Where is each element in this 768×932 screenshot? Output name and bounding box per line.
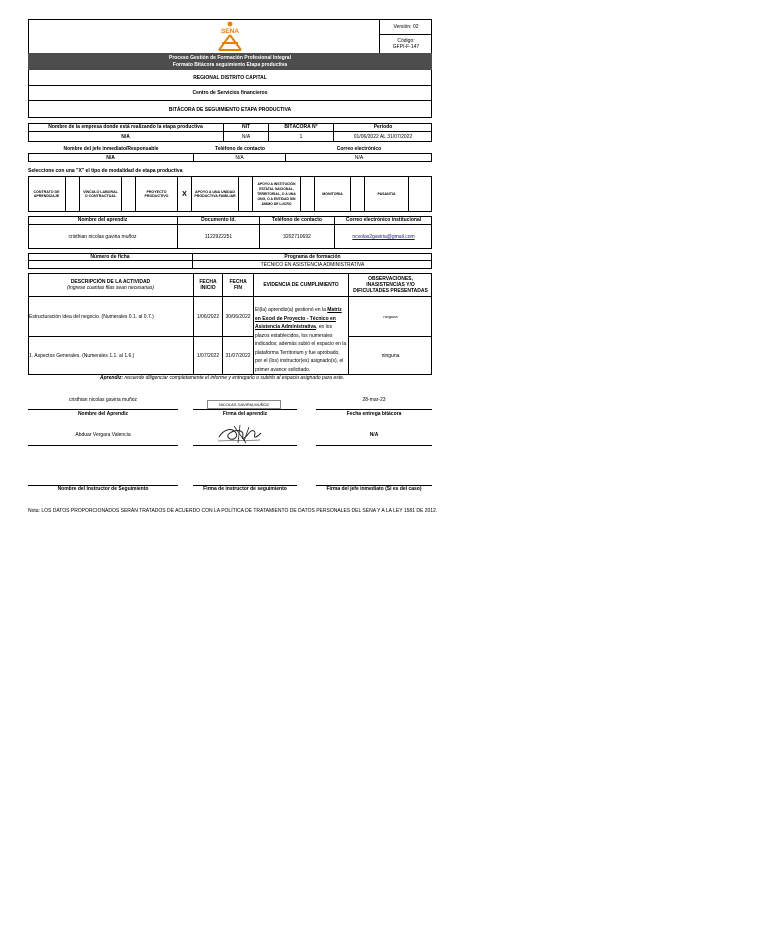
activity-desc-cell-2: 1. Aspectos Generales. (Numerales 1.1. al 1.6.) xyxy=(28,337,194,375)
reminder-text: recuerde diligenciar completamente el informe y entregarlo o subirlo al espacio asignado para este. xyxy=(123,375,345,381)
ficha-label: Número de ficha xyxy=(28,253,193,261)
program-label: Programa de formación xyxy=(193,253,432,261)
modality-box-familiar[interactable] xyxy=(239,176,253,212)
apprentice-sign-caption: Firma del aprendiz xyxy=(222,411,268,417)
boss-email-value: N/A xyxy=(354,154,364,161)
activity-obs-cell-1: ninguna xyxy=(349,297,432,337)
modality-box-pasantia[interactable] xyxy=(409,176,432,212)
boss-phone-value: N/A xyxy=(194,153,286,162)
activity-obs-header: OBSERVACIONES, INASISTENCIAS Y/O DIFICULTADES PRESENTADAS xyxy=(349,273,432,297)
logo-area xyxy=(28,19,380,53)
instructor-signature-icon xyxy=(216,423,262,445)
process-band xyxy=(28,53,432,70)
activity-start-cell-1: 1/06/2022 xyxy=(194,297,223,337)
modality-box-proyecto[interactable]: X xyxy=(178,176,192,212)
activity-desc-header xyxy=(28,273,194,297)
delivery-date-caption: Fecha entrega bitácora xyxy=(346,411,402,417)
doc-title-row: BITÁCORA DE SEGUIMIENTO ETAPA PRODUCTIVA xyxy=(168,106,292,113)
instructor-name-caption: Nombre del Instructor de Seguimiento xyxy=(57,486,149,492)
reminder-label: Aprendiz: xyxy=(100,375,124,381)
boss-name-value: N/A xyxy=(28,153,194,162)
company-name-label: Nombre de la empresa donde está realizando la etapa productiva xyxy=(28,123,224,132)
activity-evidence-cell xyxy=(254,297,349,375)
modality-box-monitoria[interactable] xyxy=(351,176,365,212)
instructor-name-line-top xyxy=(28,445,178,446)
modality-option-vinculo: VÍNCULO LABORAL O CONTRACTUAL xyxy=(80,176,122,212)
version-cell: Versión: 02 xyxy=(380,19,432,35)
boss-sign-caption: Firma del jefe inmediato (Si es del caso) xyxy=(326,486,422,492)
modality-prompt: Seleccione con una "X" el tipo de modalidad de etapa productiva xyxy=(28,168,183,174)
evidence-text-a: El(la) aprendiz(a) gestionó en la xyxy=(255,307,328,313)
activity-end-cell-2: 31/07/2022 xyxy=(223,337,254,375)
center-row: Centro de Servicios financieros xyxy=(28,86,432,101)
activity-evidence-header: EVIDENCIA DE CUMPLIMIENTO xyxy=(254,273,349,297)
instructor-sign-caption: Firma de instructor de seguimiento xyxy=(203,486,287,492)
modality-option-proyecto: PROYECTO PRODUCTIVO xyxy=(136,176,178,212)
nit-label: NIT xyxy=(224,123,269,132)
format-title: Formato Bitácora seguimiento Etapa productiva xyxy=(172,61,288,68)
modality-option-pasantia: PASANTIA xyxy=(365,176,409,212)
code-label: Código: xyxy=(397,38,415,44)
apprentice-doc-label: Documento Id. xyxy=(178,216,260,225)
activity-obs-cell-2: ninguna xyxy=(381,353,400,359)
activity-desc-cell-1: Estructuración idea del negocio. (Numerales 0.1. al 0.7.) xyxy=(28,297,194,337)
apprentice-name-label: Nombre del aprendiz xyxy=(28,216,178,225)
apprentice-phone-label: Teléfono de contacto xyxy=(260,216,335,225)
program-value: TÉCNICO EN ASISTENCIA ADMINISTRATIVA xyxy=(260,262,365,268)
apprentice-doc-value: 1122922251 xyxy=(178,225,260,249)
apprentice-name-value: cristhian nicolas gaviria muñoz xyxy=(28,225,178,249)
boss-email-label: Correo electrónico xyxy=(336,146,382,152)
modality-box-contrato[interactable] xyxy=(66,176,80,212)
instructor-sign-line-top xyxy=(193,445,297,446)
apprentice-signature-box: NICOLAS GAVIRIA MUÑOZ xyxy=(207,400,281,409)
regional-row: REGIONAL DISTRITO CAPITAL xyxy=(28,70,432,86)
boss-name-label: Nombre del jefe inmediato/Responsable xyxy=(63,146,159,152)
nit-value: N/A xyxy=(224,132,269,142)
boss-phone-label: Teléfono de contacto xyxy=(215,146,265,152)
modality-option-contrato: CONTRATO DE APRENDIZAJE xyxy=(28,176,66,212)
modality-option-familiar: APOYO A UNA UNIDAD PRODUCTIVA FAMILIAR xyxy=(192,176,239,212)
apprentice-email-label: Correo electrónico institucional xyxy=(335,216,432,225)
evidence-matrix-link: Matriz en Excel de Proyecto - Técnico en Asistencia Administrativa xyxy=(255,307,342,330)
evidence-text-c: , en los plazos establecidos, los numerales indicados; además subió el espacio en la plataforma Territorium y fue aprobado, por el (los) instructor(es) asignado(s), el primer avance solicitado. xyxy=(255,324,347,373)
ficha-value xyxy=(28,261,193,269)
bitacora-value: 1 xyxy=(269,132,334,142)
apprentice-email-value[interactable] xyxy=(335,225,432,249)
company-name-value: N/A xyxy=(28,132,224,142)
apprentice-email-link[interactable]: ncvolas2gaviria@gmail.com xyxy=(352,234,415,240)
modality-box-vinculo[interactable] xyxy=(122,176,136,212)
apprentice-name-caption: Nombre del Aprendiz xyxy=(77,411,129,417)
modality-option-monitoria: MONITORIA xyxy=(315,176,351,212)
activity-desc-hint: (Ingrese cuantas filas sean necesarias) xyxy=(67,284,154,291)
bitacora-label: BITÁCORA N° xyxy=(269,123,334,132)
activity-desc-label: DESCRIPCIÓN DE LA ACTIVIDAD xyxy=(70,278,151,285)
period-label: Periodo xyxy=(334,123,432,132)
instructor-name-value: Abduar Vergara Valencia xyxy=(75,431,131,438)
activity-start-cell-2: 1/07/2022 xyxy=(194,337,223,375)
apprentice-name-sign: cristhian nicolas gaviria muñoz xyxy=(68,396,138,403)
process-title: Proceso Gestión de Formación Profesional Integral xyxy=(169,54,291,61)
period-value: 01/06/2022 AL 31/07/2022 xyxy=(353,134,413,140)
modality-option-estatal: APOYO A INSTITUCIÓN ESTATAL NACIONAL, TERRITORIAL, O A UNA ONG, O A ENTIDAD SIN ÁNIMO DE LUCRO xyxy=(253,176,301,212)
boss-sign-value: N/A xyxy=(369,431,379,438)
activity-end-header: FECHA FIN xyxy=(223,273,254,297)
code-value: GFPI-F-147 xyxy=(392,44,420,50)
svg-text:SENA: SENA xyxy=(220,28,240,35)
apprentice-reminder xyxy=(100,375,440,383)
sena-logo-icon xyxy=(212,21,248,52)
privacy-note: Nota: LOS DATOS PROPORCIONADOS SERÁN TRATADOS DE ACUERDO CON LA POLÍTICA DE TRATAMIENTO DE DATOS PERSONALES DEL SENA Y A LA LEY 1581 DE 2012. xyxy=(28,508,438,514)
delivery-date-value: 28-mar-23 xyxy=(362,396,386,403)
boss-sign-line-top xyxy=(316,445,432,446)
code-cell xyxy=(380,35,432,53)
apprentice-phone-value: 3202710692 xyxy=(260,225,335,249)
modality-box-estatal[interactable] xyxy=(301,176,315,212)
activity-start-header: FECHA INICIO xyxy=(194,273,223,297)
activity-end-cell-1: 30/06/2022 xyxy=(223,297,254,337)
